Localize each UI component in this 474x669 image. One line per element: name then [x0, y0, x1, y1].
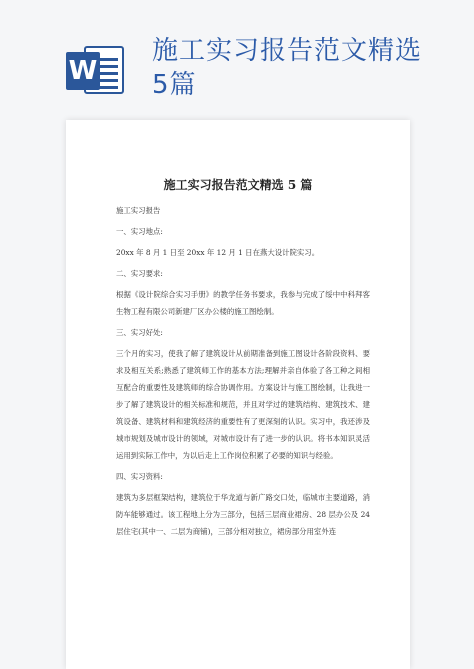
page-title-line2: 5篇: [152, 70, 197, 100]
doc-paragraph: 三个月的实习，使我了解了建筑设计从前期准备到施工图设计各阶段资料、要求及相互关系;熟悉了建筑师工作的基本方法;理解并亲自体验了各工种之间相互配合的重要性及建筑师的综合协调作用。方案设计与施工图绘制，让我进一步了解了建筑设计的相关标准和规范，并且对学过的建筑结构、建筑技术、建筑设备、建筑材料和建筑经济的重要性有了更深刻的认识。实习中，我还涉及城市规划及城市设计的领域，对城市设计有了进一步的认识。将书本知识灵活运用到实际工作中，为以后走上工作岗位积累了必要的知识与经验。: [116, 349, 370, 460]
document-title: 施工实习报告范文精选 5 篇: [163, 178, 313, 192]
doc-heading: 二、实习要求:: [116, 269, 163, 278]
doc-paragraph: 施工实习报告: [116, 206, 161, 215]
doc-paragraph: 建筑为多层框架结构，建筑位于华龙道与新广路交口处，临城市主要道路，消防车能够通过。该工程地上分为三部分，包括三层商业裙房、28 层办公及 24 层住宅(其中一、二层为商铺)，三部分相对独立，裙房部分用室外连: [116, 493, 370, 536]
document-page: [66, 120, 410, 669]
document-body: [116, 202, 370, 544]
page-header: [0, 0, 474, 120]
word-icon: [66, 40, 126, 100]
doc-heading: 四、实习资料:: [116, 472, 163, 481]
doc-heading: 三、实习好处:: [116, 328, 163, 337]
word-badge: W: [66, 52, 100, 90]
doc-paragraph: 20xx 年 8 月 1 日至 20xx 年 12 月 1 日在燕大设计院实习。: [116, 248, 320, 257]
page-title-line1: 施工实习报告范文精选: [152, 36, 423, 66]
doc-paragraph: 根据《设计院综合实习手册》的教学任务书要求，我参与完成了绥中中科拜客生物工程有限公司新建厂区办公楼的施工图绘制。: [116, 290, 370, 316]
doc-heading: 一、实习地点:: [116, 227, 163, 236]
page-title: [152, 34, 452, 102]
